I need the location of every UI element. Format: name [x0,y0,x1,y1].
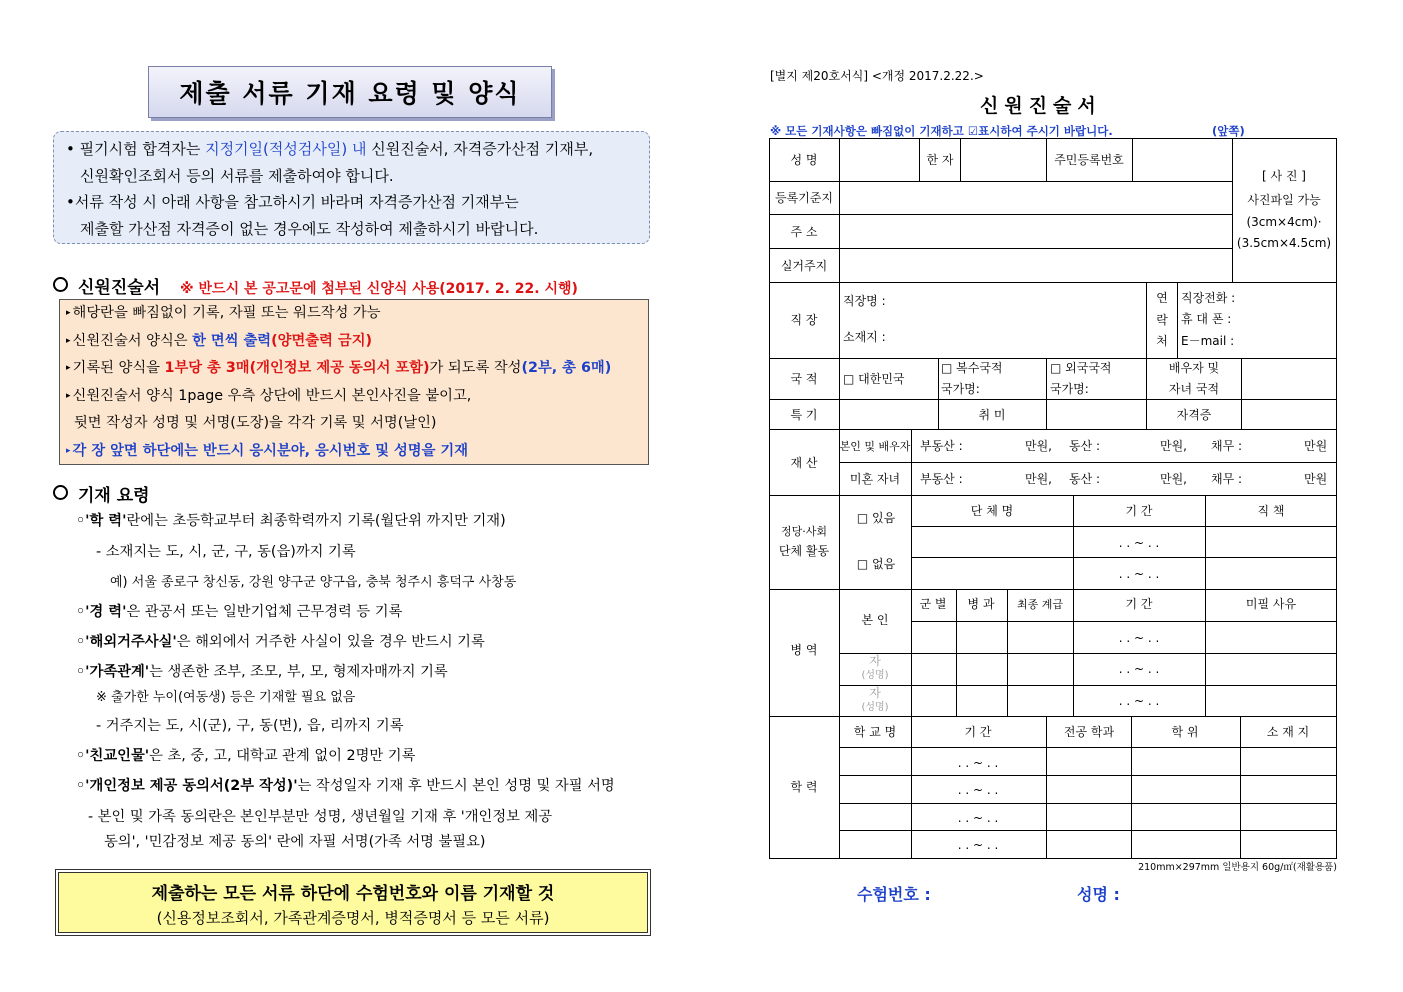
label-work-name: 직장명 : [843,294,886,308]
label-education: 학 력 [790,780,818,794]
date-range: . . ~ . . [1118,631,1160,645]
label-nationality: 국 적 [790,372,818,386]
label-contact: 락 [1156,313,1168,327]
label-movable: 동산 : [1069,439,1101,453]
label-arm: 병 과 [967,597,995,611]
label-military-self: 본 인 [861,613,889,627]
notice-text: 신원진술서, 자격증가산점 기재부, [366,140,594,158]
triangle-bullet-icon: ▸ [66,363,71,373]
label-dual-country: 국가명: [941,382,980,396]
guide-text: 란에는 초등학교부터 최종학력까지 기록(월단위 까지만 기재) [126,513,506,529]
label-won: 만원, [1160,472,1187,486]
date-range: . . ~ . . [957,756,999,770]
checkbox-party-yes[interactable]: □ 있음 [856,511,896,525]
label-regbase: 등록기준지 [775,191,833,205]
form-notice: ※ 모든 기재사항은 빠짐없이 기재하고 ☑표시하여 주시기 바랍니다. [770,124,1113,138]
instruction-text: 가 되도록 작성 [429,360,522,376]
label-won: 만원 [1304,472,1328,486]
label-period: 기 간 [964,725,992,739]
label-party: 단체 활동 [778,544,830,558]
instruction-text: 신원진술서 양식 1page 우측 상단에 반드시 본인사진을 붙이고, [72,387,472,404]
guide-text: 은 해외에서 거주한 사실이 있을 경우 반드시 기록 [176,634,485,650]
guide-line: - 거주지는 도, 시(군), 구, 동(면), 읍, 리까지 기록 [96,718,404,734]
label-won: 만원, [1160,439,1187,453]
guide-line: 동의', '민감정보 제공 동의' 란에 자필 서명(가족 서명 불필요) [104,834,486,850]
label-residence: 실거주지 [780,259,828,273]
label-debt: 채무 : [1211,472,1243,486]
notice-line: 신원확인조회서 등의 서류를 제출하여야 합니다. [80,166,394,185]
checkbox-dual[interactable]: □ 복수국적 [941,361,1003,375]
instruction-highlight: 각 장 앞면 하단에는 반드시 응시분야, 응시번호 및 성명을 기재 [72,442,469,459]
label-won: 만원 [1304,439,1328,453]
label-degree: 학 위 [1171,725,1199,739]
guide-text: 은 관공서 또는 일반기업체 근무경력 등 기록 [126,604,403,620]
label-hobby: 취 미 [978,408,1006,422]
guide-key: ◦'학 력' [76,513,127,529]
label-work-phone: 직장전화 : [1181,291,1236,305]
label-special: 특 기 [790,408,818,422]
guide-key: ◦'해외거주사실' [76,634,177,650]
exam-name-label: 성명 : [1077,885,1120,904]
label-debt: 채무 : [1211,439,1243,453]
label-exempt: 미필 사유 [1245,597,1297,611]
notice-line: •서류 작성 시 아래 사항을 참고하시기 바라며 자격증가산점 기재부는 [66,193,519,211]
notice-line: 제출할 가산점 자격증이 없는 경우에도 작성하여 제출하시기 바랍니다. [80,219,539,238]
label-asset: 재 산 [790,456,818,470]
label-son-name: (성명) [861,670,889,681]
submission-notice-detail: (신용정보조회서, 가족관계증명서, 병적증명서 등 모든 서류) [156,909,550,927]
photo-size: (3cm×4cm)· [1246,215,1322,229]
label-foreign-country: 국가명: [1050,382,1089,396]
label-name: 성 명 [790,153,818,167]
label-mobile: 휴 대 폰 : [1181,312,1232,326]
label-email: E－mail : [1181,334,1235,348]
notice-highlight: 지정기일(적성검사일) 내 [205,140,367,158]
triangle-bullet-icon: ▸ [66,390,71,401]
label-spouse: 자녀 국적 [1168,382,1220,396]
section-title: 신원진술서 [78,278,161,298]
instruction-highlight: (2부, 총 6매) [521,360,612,376]
guide-line: ※ 출가한 누이(여동생) 등은 기재할 필요 없음 [96,690,356,705]
date-range: . . ~ . . [1118,567,1160,581]
label-branch: 군 별 [919,597,947,611]
label-son: 자 [869,654,881,668]
label-period: 기 간 [1125,504,1153,518]
checkbox-foreign[interactable]: □ 외국국적 [1050,361,1112,375]
label-position: 직 책 [1257,504,1285,518]
notice-text: • 필기시험 합격자는 [66,140,206,158]
label-party: 정당·사회 [780,525,828,538]
label-contact: 처 [1156,334,1168,348]
section-note: ※ 반드시 본 공고문에 첨부된 신양식 사용(2017. 2. 22. 시행) [180,281,578,297]
instruction-highlight: 1부당 총 3매(개인정보 제공 동의서 포함) [164,360,430,376]
label-asset-child: 미혼 자녀 [849,472,901,486]
guide-line: - 소재지는 도, 시, 군, 구, 동(읍)까지 기록 [96,544,356,560]
triangle-bullet-icon: ▸ [66,335,71,346]
page-title: 제출 서류 기재 요령 및 양식 [148,66,552,118]
guide-line: - 본인 및 가족 동의란은 본인부분만 성명, 생년월일 기재 후 '개인정보 제공 [88,809,553,825]
label-contact: 연 [1156,291,1168,305]
date-range: . . ~ . . [957,783,999,797]
guide-key: ◦'친교인물' [76,748,150,764]
instruction-highlight: 한 면씩 출력 [192,332,272,349]
label-son-name: (성명) [861,702,889,713]
date-range: . . ~ . . [957,838,999,852]
submission-notice-title: 제출하는 모든 서류 하단에 수험번호와 이름 기재할 것 [151,884,555,904]
photo-note: 사진파일 가능 [1247,193,1321,207]
form-number: [별지 제20호서식] <개정 2017.2.22.> [770,69,984,83]
label-period: 기 간 [1125,597,1153,611]
label-won: 만원, [1025,472,1052,486]
label-won: 만원, [1025,439,1052,453]
label-school: 학 교 명 [853,725,897,739]
guide-key: ◦'개인정보 제공 동의서(2부 작성)' [76,778,298,794]
front-side-label: (앞쪽) [1212,124,1245,138]
guide-text: 은 초, 중, 고, 대학교 관계 없이 2명만 기록 [149,748,416,764]
checkbox-party-no[interactable]: □ 없음 [856,557,896,571]
triangle-bullet-icon: ▸ [66,445,71,456]
guide-key: ◦'경 력' [76,604,127,620]
label-rank: 최종 계급 [1016,598,1064,611]
label-spouse: 배우자 및 [1168,361,1220,375]
label-address: 주 소 [790,225,818,239]
label-realestate: 부동산 : [920,439,963,453]
label-school-loc: 소 재 지 [1266,725,1310,739]
label-movable: 동산 : [1069,472,1101,486]
label-major: 전공 학과 [1063,725,1115,739]
instruction-text: 신원진술서 양식은 [72,332,193,349]
date-range: . . ~ . . [1118,536,1160,550]
instruction-text: 해당란을 빠짐없이 기록, 자필 또는 워드작성 가능 [72,305,381,321]
guide-text: 는 생존한 조부, 조모, 부, 모, 형제자매까지 기록 [149,664,448,680]
label-asset-self: 본인 및 배우자 [839,440,911,453]
instruction-highlight: (양면출력 금지) [271,332,373,349]
instruction-text: 기록된 양식을 [72,360,165,376]
label-work-loc: 소재지 : [843,330,886,344]
photo-label: [ 사 진 ] [1262,169,1306,183]
date-range: . . ~ . . [1118,694,1160,708]
date-range: . . ~ . . [957,811,999,825]
triangle-bullet-icon: ▸ [66,308,71,318]
checkbox-korea[interactable]: □ 대한민국 [843,372,905,386]
label-hanja: 한 자 [926,153,954,167]
label-work: 직 장 [790,313,818,327]
label-rrn: 주민등록번호 [1054,153,1124,167]
guide-line: 예) 서울 종로구 창신동, 강원 양구군 양구읍, 충북 청주시 흥덕구 사창동 [110,575,517,590]
form-title: 신원진술서 [980,95,1102,117]
guide-key: ◦'가족관계' [76,664,150,680]
section-title: 기재 요령 [78,486,150,506]
instruction-line: 뒷면 작성자 성명 및 서명(도장)을 각각 기록 및 서명(날인) [74,415,437,431]
paper-spec: 210mm×297mm 일반용지 60g/㎡(재활용품) [1138,862,1337,873]
photo-size-alt: (3.5cm×4.5cm) [1236,236,1332,250]
label-military: 병 역 [790,643,818,657]
guide-text: 는 작성일자 기재 후 반드시 본인 성명 및 자필 서명 [297,778,615,794]
label-org: 단 체 명 [970,504,1014,518]
label-license: 자격증 [1176,408,1212,422]
label-son: 자 [869,686,881,700]
label-realestate: 부동산 : [920,472,963,486]
date-range: . . ~ . . [1118,662,1160,676]
exam-number-label: 수험번호 : [857,885,931,904]
